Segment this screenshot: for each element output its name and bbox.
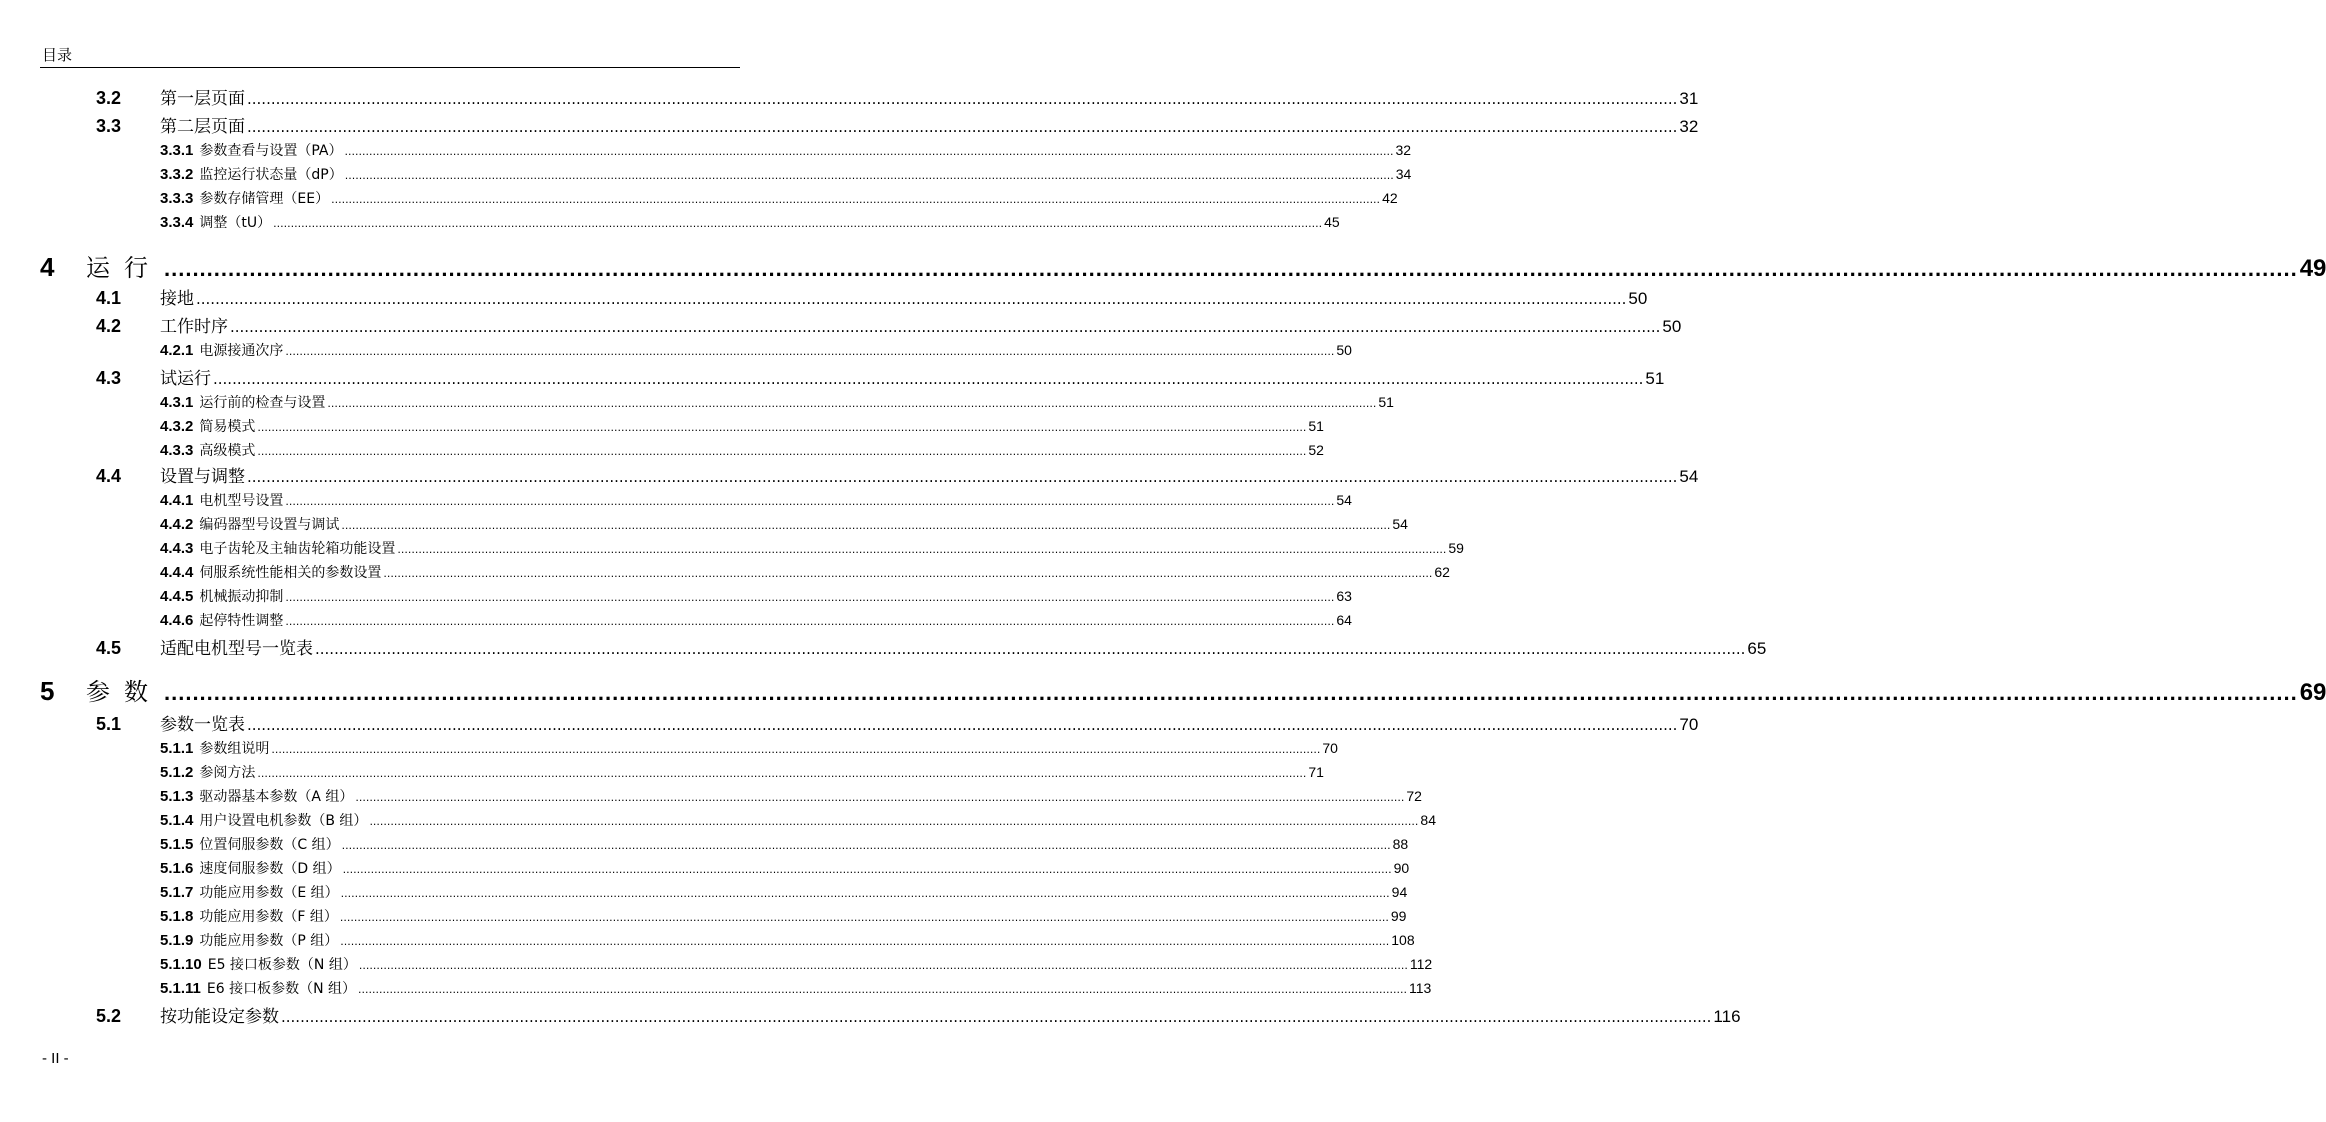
toc-entry-page: 50 bbox=[1628, 289, 1648, 308]
toc-leader-dots: ............................................................................................................................................................................................................................................................................................................ bbox=[355, 791, 1405, 804]
toc-entry-title: 运行前的检查与设置 bbox=[199, 395, 326, 411]
toc-entry-page: 32 bbox=[1679, 117, 1699, 136]
toc-entry-page: 63 bbox=[1336, 588, 1352, 604]
toc-entry-page: 88 bbox=[1392, 836, 1409, 852]
toc-leader-dots: ............................................................................................................................................................................................................................................................................................................ bbox=[285, 495, 1335, 508]
toc-section[interactable] bbox=[96, 710, 1699, 735]
toc-entry-page: 54 bbox=[1336, 492, 1352, 508]
toc-section[interactable] bbox=[96, 364, 1665, 389]
toc-entry-title: 参数查看与设置（PA） bbox=[199, 143, 343, 159]
toc-entry-title: 第一层页面 bbox=[160, 89, 245, 109]
toc-subsection[interactable] bbox=[160, 810, 1436, 830]
toc-entry-number: 5.1 bbox=[96, 714, 122, 734]
toc-entry-number: 4.2 bbox=[96, 316, 122, 336]
toc-entry-title: 适配电机型号一览表 bbox=[160, 639, 313, 659]
toc-leader-dots: ............................................................................................................................................................................................................................................................................................................ bbox=[273, 217, 1323, 230]
toc-entry-title: 电机型号设置 bbox=[199, 493, 284, 509]
toc-subsection[interactable] bbox=[160, 416, 1324, 436]
toc-section[interactable] bbox=[96, 1002, 1741, 1027]
toc-leader-dots: ............................................................................................................................................................................................................................................................................................................ bbox=[383, 567, 1433, 580]
toc-subsection[interactable] bbox=[160, 188, 1398, 208]
toc-entry-number: 5.1.9 bbox=[160, 932, 194, 949]
toc-entry-number: 3.3.3 bbox=[160, 190, 194, 207]
toc-entry-number: 4.5 bbox=[96, 638, 122, 658]
toc-entry-title: 参数 bbox=[86, 678, 162, 706]
toc-entry-number: 5.1.1 bbox=[160, 740, 194, 757]
toc-entry-title: 驱动器基本参数（A 组） bbox=[199, 789, 354, 805]
toc-leader-dots: ............................................................................................................................................................................................................................................................................................................ bbox=[342, 863, 1392, 876]
toc-entry-title: 用户设置电机参数（B 组） bbox=[199, 813, 368, 829]
toc-entry-number: 4.3.2 bbox=[160, 418, 194, 435]
toc-subsection[interactable] bbox=[160, 786, 1422, 806]
toc-entry-page: 116 bbox=[1713, 1007, 1741, 1026]
toc-entry-page: 31 bbox=[1679, 89, 1699, 108]
toc-entry-number: 5.1.10 bbox=[160, 956, 202, 973]
toc-entry-page: 54 bbox=[1679, 467, 1699, 486]
toc-entry-page: 52 bbox=[1308, 442, 1324, 458]
toc-entry-page: 59 bbox=[1448, 540, 1464, 556]
toc-entry-page: 50 bbox=[1336, 342, 1352, 358]
toc-entry-title: 工作时序 bbox=[160, 317, 228, 337]
toc-entry-page: 62 bbox=[1434, 564, 1450, 580]
toc-entry-title: 接地 bbox=[160, 289, 194, 309]
toc-entry-title: 电源接通次序 bbox=[199, 343, 284, 359]
toc-entry-number: 3.2 bbox=[96, 88, 122, 108]
toc-subsection[interactable] bbox=[160, 164, 1412, 184]
toc-subsection[interactable] bbox=[160, 212, 1340, 232]
toc-entry-number: 4.4.2 bbox=[160, 516, 194, 533]
toc-leader-dots: ............................................................................................................................................................................................................................................................................................................ bbox=[230, 318, 1661, 336]
toc-entry-page: 72 bbox=[1406, 788, 1422, 804]
toc-entry-page: 71 bbox=[1308, 764, 1324, 780]
toc-entry-number: 5.1.8 bbox=[160, 908, 194, 925]
toc-subsection[interactable] bbox=[160, 858, 1410, 878]
toc-entry-number: 3.3.4 bbox=[160, 214, 194, 231]
toc-entry-page: 45 bbox=[1324, 214, 1340, 230]
toc-entry-number: 3.3.2 bbox=[160, 166, 194, 183]
toc-entry-title: 设置与调整 bbox=[160, 467, 245, 487]
toc-entry-page: 34 bbox=[1395, 166, 1412, 182]
toc-entry-page: 113 bbox=[1409, 980, 1432, 996]
toc-entry-page: 84 bbox=[1420, 812, 1436, 828]
toc-entry-page: 49 bbox=[2299, 255, 2326, 282]
toc-entry-title: 功能应用参数（F 组） bbox=[199, 909, 338, 925]
toc-entry-page: 70 bbox=[1322, 740, 1338, 756]
toc-entry-number: 4.4.1 bbox=[160, 492, 194, 509]
toc-subsection[interactable] bbox=[160, 954, 1433, 974]
toc-entry-page: 64 bbox=[1336, 612, 1352, 628]
toc-entry-page: 70 bbox=[1679, 715, 1699, 734]
toc-subsection[interactable] bbox=[160, 834, 1409, 854]
toc-leader-dots: ............................................................................................................................................................................................................................................................................................................ bbox=[327, 397, 1377, 410]
toc-leader-dots: ............................................................................................................................................................................................................................................................................................................ bbox=[340, 887, 1390, 900]
toc-entry-page: 99 bbox=[1390, 908, 1407, 924]
toc-entry-title: 简易模式 bbox=[199, 419, 256, 435]
toc-entry-page: 51 bbox=[1308, 418, 1324, 434]
toc-entry-title: 位置伺服参数（C 组） bbox=[199, 837, 340, 853]
toc-entry-title: 参数组说明 bbox=[199, 741, 270, 757]
toc-subsection[interactable] bbox=[160, 762, 1324, 782]
toc-subsection[interactable] bbox=[160, 906, 1407, 926]
toc-subsection[interactable] bbox=[160, 882, 1408, 902]
toc-leader-dots: ............................................................................................................................................................................................................................................................................................................ bbox=[344, 145, 1394, 158]
toc-subsection[interactable] bbox=[160, 490, 1352, 510]
toc-entry-number: 3.3.1 bbox=[160, 142, 194, 159]
toc-subsection[interactable] bbox=[160, 586, 1352, 606]
toc-leader-dots: ............................................................................................................................................................................................................................................................................................................ bbox=[344, 169, 1394, 182]
toc-leader-dots: ............................................................................................................................................................................................................................................................................................................ bbox=[257, 421, 1307, 434]
toc-leader-dots: ............................................................................................................................................................................................................................................................................................................ bbox=[196, 290, 1627, 308]
toc-leader-dots: ............................................................................................................................................................................................................................................................................................................ bbox=[257, 767, 1307, 780]
toc-entry-title: 参数一览表 bbox=[160, 715, 245, 735]
toc-entry-title: 第二层页面 bbox=[160, 117, 245, 137]
toc-entry-title: 调整（tU） bbox=[199, 215, 272, 231]
toc-entry-title: 编码器型号设置与调试 bbox=[199, 517, 340, 533]
toc-leader-dots: ............................................................................................................................................................................................................................................................................................................ bbox=[397, 543, 1447, 556]
toc-leader-dots: ............................................................................................................................................................................................................................................................................................................ bbox=[271, 743, 1321, 756]
toc-subsection[interactable] bbox=[160, 514, 1408, 534]
toc-entry-title: 运行 bbox=[86, 254, 162, 282]
toc-leader-dots: ............................................................................................................................................................................................................................................................................................................ bbox=[164, 680, 2298, 705]
toc-entry-number: 4.4.5 bbox=[160, 588, 194, 605]
toc-entry-number: 4.2.1 bbox=[160, 342, 194, 359]
toc-leader-dots: ............................................................................................................................................................................................................................................................................................................ bbox=[257, 445, 1307, 458]
toc-entry-number: 5.1.3 bbox=[160, 788, 194, 805]
toc-subsection[interactable] bbox=[160, 738, 1338, 758]
toc-section[interactable] bbox=[96, 634, 1767, 659]
toc-leader-dots: ............................................................................................................................................................................................................................................................................................................ bbox=[341, 839, 1391, 852]
toc-entry-title: 监控运行状态量（dP） bbox=[199, 167, 343, 183]
toc-entry-number: 4 bbox=[40, 252, 55, 282]
toc-leader-dots: ............................................................................................................................................................................................................................................................................................................ bbox=[285, 345, 1335, 358]
toc-subsection[interactable] bbox=[160, 930, 1415, 950]
toc-leader-dots: ............................................................................................................................................................................................................................................................................................................ bbox=[285, 615, 1335, 628]
toc-leader-dots: ............................................................................................................................................................................................................................................................................................................ bbox=[315, 640, 1746, 658]
toc-entry-page: 69 bbox=[2299, 679, 2326, 706]
toc-entry-number: 5.1.11 bbox=[160, 980, 201, 997]
toc-leader-dots: ............................................................................................................................................................................................................................................................................................................ bbox=[247, 468, 1678, 486]
toc-section[interactable] bbox=[96, 312, 1682, 337]
toc-chapter[interactable] bbox=[40, 248, 2326, 282]
toc-leader-dots: ............................................................................................................................................................................................................................................................................................................ bbox=[358, 983, 1408, 996]
toc-entry-number: 5 bbox=[40, 676, 55, 706]
toc-section[interactable] bbox=[96, 284, 1648, 309]
toc-entry-page: 51 bbox=[1378, 394, 1394, 410]
toc-entry-title: 功能应用参数（E 组） bbox=[199, 885, 339, 901]
toc-entry-title: 电子齿轮及主轴齿轮箱功能设置 bbox=[199, 541, 396, 557]
toc-entry-number: 4.4 bbox=[96, 466, 122, 486]
toc-entry-number: 4.1 bbox=[96, 288, 122, 308]
toc-section[interactable] bbox=[96, 84, 1699, 109]
toc-leader-dots: ............................................................................................................................................................................................................................................................................................................ bbox=[340, 935, 1390, 948]
toc-entry-number: 5.2 bbox=[96, 1006, 122, 1026]
toc-entry-title: 参阅方法 bbox=[199, 765, 256, 781]
toc-leader-dots: ............................................................................................................................................................................................................................................................................................................ bbox=[339, 911, 1389, 924]
toc-leader-dots: ............................................................................................................................................................................................................................................................................................................ bbox=[247, 716, 1678, 734]
toc-entry-title: E6 接口板参数（N 组） bbox=[206, 981, 357, 997]
page-number: - II - bbox=[42, 1050, 69, 1067]
toc-entry-title: 起停特性调整 bbox=[199, 613, 284, 629]
toc-entry-title: 按功能设定参数 bbox=[160, 1007, 279, 1027]
toc-leader-dots: ............................................................................................................................................................................................................................................................................................................ bbox=[247, 118, 1678, 136]
toc-subsection[interactable] bbox=[160, 440, 1324, 460]
toc-entry-number: 5.1.2 bbox=[160, 764, 194, 781]
toc-entry-number: 5.1.4 bbox=[160, 812, 194, 829]
toc-entry-number: 3.3 bbox=[96, 116, 122, 136]
toc-entry-number: 5.1.7 bbox=[160, 884, 194, 901]
toc-entry-page: 42 bbox=[1382, 190, 1398, 206]
toc-entry-title: 试运行 bbox=[160, 369, 211, 389]
toc-leader-dots: ............................................................................................................................................................................................................................................................................................................ bbox=[341, 519, 1391, 532]
toc-leader-dots: ............................................................................................................................................................................................................................................................................................................ bbox=[358, 959, 1408, 972]
toc-subsection[interactable] bbox=[160, 562, 1450, 582]
toc-entry-page: 50 bbox=[1662, 317, 1682, 336]
toc-leader-dots: ............................................................................................................................................................................................................................................................................................................ bbox=[164, 256, 2298, 281]
toc-subsection[interactable] bbox=[160, 340, 1352, 360]
toc-subsection[interactable] bbox=[160, 392, 1394, 412]
toc-leader-dots: ............................................................................................................................................................................................................................................................................................................ bbox=[247, 90, 1678, 108]
toc-subsection[interactable] bbox=[160, 538, 1464, 558]
toc-entry-title: 伺服系统性能相关的参数设置 bbox=[199, 565, 382, 581]
toc-entry-title: E5 接口板参数（N 组） bbox=[207, 957, 357, 973]
toc-entry-number: 4.3.1 bbox=[160, 394, 194, 411]
toc-entry-title: 机械振动抑制 bbox=[199, 589, 284, 605]
toc-entry-page: 32 bbox=[1395, 142, 1412, 158]
toc-leader-dots: ............................................................................................................................................................................................................................................................................................................ bbox=[281, 1008, 1712, 1026]
toc-entry-title: 功能应用参数（P 组） bbox=[199, 933, 339, 949]
toc-section[interactable] bbox=[96, 462, 1699, 487]
toc-leader-dots: ............................................................................................................................................................................................................................................................................................................ bbox=[331, 193, 1381, 206]
toc-section[interactable] bbox=[96, 112, 1699, 137]
toc-leader-dots: ............................................................................................................................................................................................................................................................................................................ bbox=[213, 370, 1644, 388]
toc-subsection[interactable] bbox=[160, 140, 1412, 160]
toc-chapter[interactable] bbox=[40, 672, 2326, 706]
toc-entry-page: 112 bbox=[1409, 956, 1433, 972]
page-header-title: 目录 bbox=[42, 46, 73, 64]
toc-entry-page: 51 bbox=[1645, 369, 1665, 388]
toc-entry-page: 108 bbox=[1391, 932, 1415, 948]
toc-entry-number: 5.1.6 bbox=[160, 860, 194, 877]
toc-entry-number: 4.4.4 bbox=[160, 564, 194, 581]
toc-entry-page: 94 bbox=[1391, 884, 1408, 900]
toc-entry-number: 5.1.5 bbox=[160, 836, 194, 853]
toc-entry-number: 4.4.6 bbox=[160, 612, 194, 629]
toc-leader-dots: ............................................................................................................................................................................................................................................................................................................ bbox=[285, 591, 1335, 604]
toc-entry-page: 65 bbox=[1747, 639, 1767, 658]
toc-entry-title: 高级模式 bbox=[199, 443, 256, 459]
toc-leader-dots: ............................................................................................................................................................................................................................................................................................................ bbox=[369, 815, 1419, 828]
toc-subsection[interactable] bbox=[160, 610, 1352, 630]
toc-entry-number: 4.3.3 bbox=[160, 442, 194, 459]
toc-entry-page: 90 bbox=[1393, 860, 1410, 876]
toc-entry-number: 4.3 bbox=[96, 368, 122, 388]
toc-entry-number: 4.4.3 bbox=[160, 540, 194, 557]
toc-entry-title: 参数存储管理（EE） bbox=[199, 191, 330, 207]
toc-subsection[interactable] bbox=[160, 978, 1432, 998]
toc-entry-title: 速度伺服参数（D 组） bbox=[199, 861, 341, 877]
toc-entry-page: 54 bbox=[1392, 516, 1408, 532]
